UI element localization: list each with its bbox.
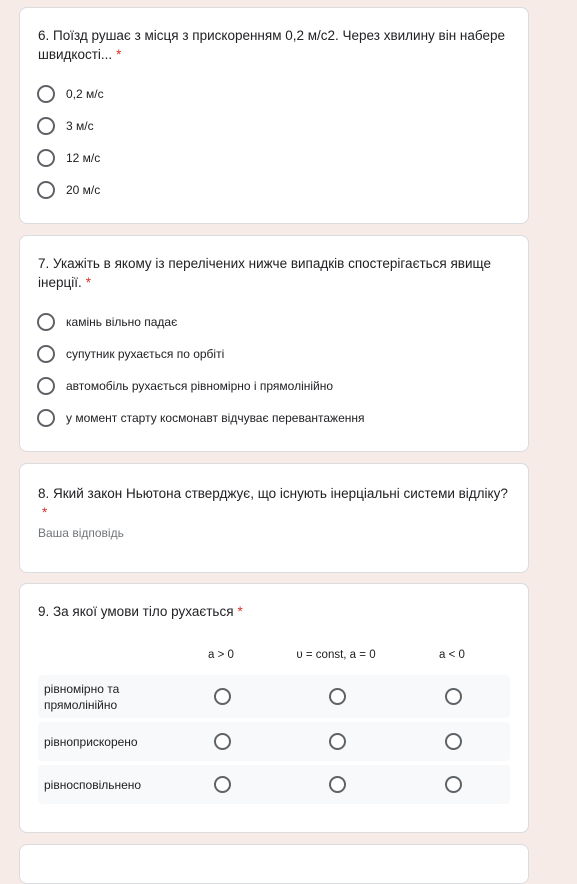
- radio-button[interactable]: [37, 313, 55, 331]
- radio-button[interactable]: [37, 117, 55, 135]
- option-astronaut-overload[interactable]: [37, 408, 365, 428]
- radio-button[interactable]: [37, 409, 55, 427]
- radio-button[interactable]: [37, 345, 55, 363]
- question-title: 7. Укажіть в якому із перелічених нижче випадків спостерігається явище інерції. *: [38, 256, 491, 290]
- required-mark: *: [237, 604, 243, 619]
- option-12-m-s[interactable]: [37, 148, 100, 168]
- radio-button[interactable]: [37, 181, 55, 199]
- option-satellite-orbit[interactable]: [37, 344, 224, 364]
- grid-radio-button[interactable]: [214, 688, 231, 705]
- radio-button[interactable]: [37, 149, 55, 167]
- question-card-9: [19, 583, 529, 833]
- answer-input[interactable]: Ваша відповідь: [38, 526, 124, 540]
- grid-row: [38, 675, 510, 718]
- option-3-m-s[interactable]: [37, 116, 94, 136]
- grid-row: [38, 722, 510, 761]
- question-card-7: [19, 235, 529, 452]
- option-label: 3 м/с: [66, 119, 94, 133]
- option-car-uniform[interactable]: [37, 376, 333, 396]
- question-title: 9. За якої умови тіло рухається *: [38, 604, 243, 619]
- question-title: 8. Який закон Ньютона стверджує, що існують інерціальні системи відліку?*: [38, 486, 508, 520]
- option-0-2-m-s[interactable]: [37, 84, 104, 104]
- radio-button[interactable]: [37, 85, 55, 103]
- grid-radio-button[interactable]: [214, 776, 231, 793]
- option-label: 0,2 м/с: [66, 87, 104, 101]
- option-label: 20 м/с: [66, 183, 101, 197]
- grid-radio-button[interactable]: [445, 776, 462, 793]
- question-card-8: [19, 463, 529, 573]
- question-card-next: [19, 844, 529, 884]
- option-label: автомобіль рухається рівномірно і прямолінійно: [66, 379, 334, 393]
- grid-radio-button[interactable]: [329, 688, 346, 705]
- option-label: супутник рухається по орбіті: [66, 347, 225, 361]
- grid-column-header: υ = const, a = 0: [296, 649, 376, 661]
- grid-radio-button[interactable]: [445, 733, 462, 750]
- grid-radio-button[interactable]: [329, 776, 346, 793]
- grid-row-label: рівномірно та прямолінійно: [44, 682, 120, 712]
- required-mark: *: [116, 47, 122, 62]
- option-label: камінь вільно падає: [66, 315, 178, 329]
- option-label: 12 м/с: [66, 151, 101, 165]
- radio-button[interactable]: [37, 377, 55, 395]
- grid-column-header: a < 0: [439, 649, 465, 661]
- grid-row-label: рівноприскорено: [44, 735, 138, 749]
- question-card-6: [19, 7, 529, 224]
- grid-radio-button[interactable]: [214, 733, 231, 750]
- grid-radio-button[interactable]: [445, 688, 462, 705]
- grid-row-label: рівносповільнено: [44, 778, 142, 792]
- option-20-m-s[interactable]: [37, 180, 100, 200]
- grid-column-header: a > 0: [208, 649, 234, 661]
- required-mark: *: [42, 505, 48, 520]
- option-label: у момент старту космонавт відчуває перевантаження: [66, 411, 365, 425]
- grid-radio-button[interactable]: [329, 733, 346, 750]
- option-stone-falls[interactable]: [37, 312, 177, 332]
- question-title: 6. Поїзд рушає з місця з прискоренням 0,2 м/с2. Через хвилину він набере швидкості... *: [38, 28, 505, 62]
- required-mark: *: [85, 275, 91, 290]
- grid-row: [38, 765, 510, 804]
